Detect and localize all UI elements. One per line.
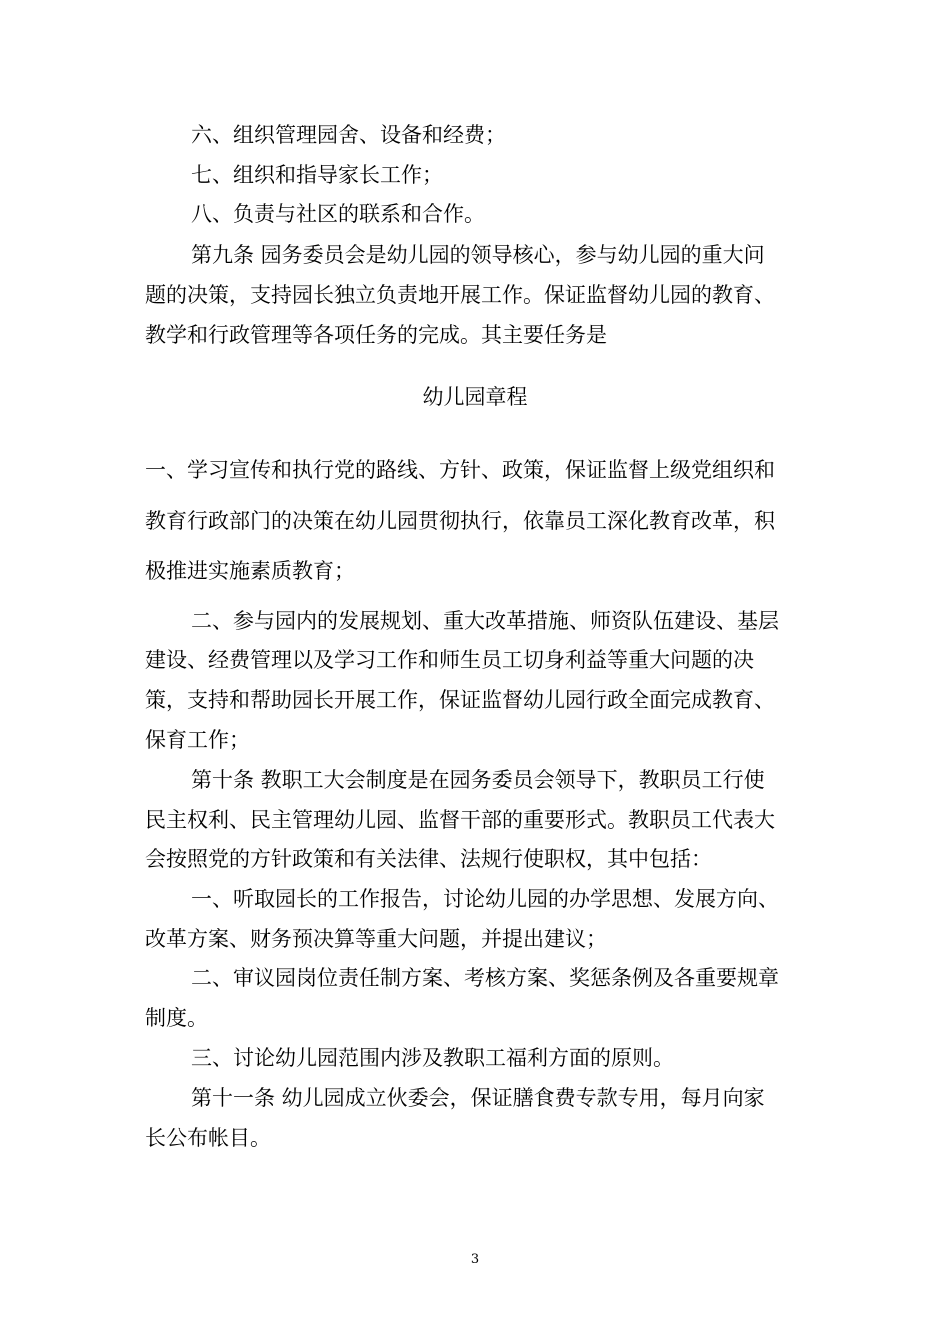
section-title: 幼儿园章程 — [422, 385, 528, 409]
text-line: 八、负责与社区的联系和合作。 — [191, 202, 485, 226]
text-line: 第九条 园务委员会是幼儿园的领导核心，参与幼儿园的重大问 — [191, 243, 765, 267]
text-line: 长公布帐目。 — [145, 1126, 271, 1150]
text-line: 民主权利、民主管理幼儿园、监督干部的重要形式。教职员工代表大 — [145, 808, 775, 832]
text-line: 三、讨论幼儿园范围内涉及教职工福利方面的原则。 — [191, 1046, 674, 1070]
text-line: 会按照党的方针政策和有关法律、法规行使职权，其中包括： — [145, 847, 712, 871]
text-line: 题的决策，支持园长独立负责地开展工作。保证监督幼儿园的教育、 — [145, 283, 775, 307]
text-line: 一、学习宣传和执行党的路线、方针、政策，保证监督上级党组织和 — [145, 458, 775, 482]
page-number: 3 — [470, 1252, 480, 1267]
text-line: 建设、经费管理以及学习工作和师生员工切身利益等重大问题的决 — [145, 648, 754, 672]
text-line: 教育行政部门的决策在幼儿园贯彻执行，依靠员工深化教育改革，积 — [145, 509, 775, 533]
text-line: 制度。 — [145, 1006, 208, 1030]
text-line: 二、审议园岗位责任制方案、考核方案、奖惩条例及各重要规章 — [191, 966, 779, 990]
text-line: 七、组织和指导家长工作； — [191, 163, 443, 187]
text-line: 第十条 教职工大会制度是在园务委员会领导下，教职员工行使 — [191, 768, 765, 792]
text-line: 策，支持和帮助园长开展工作，保证监督幼儿园行政全面完成教育、 — [145, 688, 775, 712]
text-line: 教学和行政管理等各项任务的完成。其主要任务是 — [145, 323, 607, 347]
text-line: 极推进实施素质教育； — [145, 559, 355, 583]
text-line: 第十一条 幼儿园成立伙委会，保证膳食费专款专用，每月向家 — [191, 1086, 765, 1110]
text-line: 二、参与园内的发展规划、重大改革措施、师资队伍建设、基层 — [191, 609, 779, 633]
text-line: 保育工作； — [145, 728, 250, 752]
text-line: 改革方案、财务预决算等重大问题，并提出建议； — [145, 927, 607, 951]
text-line: 六、组织管理园舍、设备和经费； — [191, 123, 506, 147]
text-line: 一、听取园长的工作报告，讨论幼儿园的办学思想、发展方向、 — [191, 887, 779, 911]
